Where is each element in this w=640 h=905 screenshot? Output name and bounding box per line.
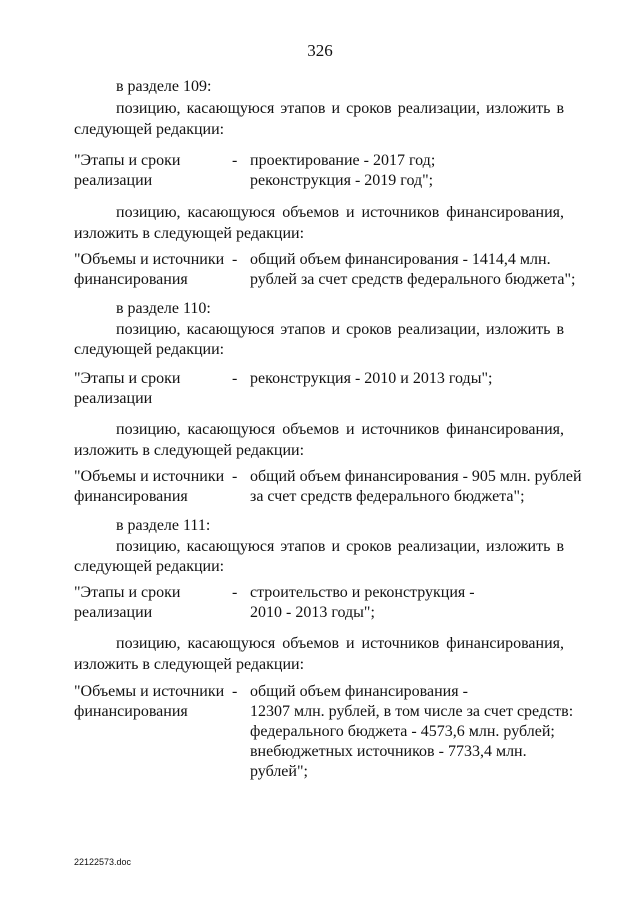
value-line: 12307 млн. рублей, в том числе за счет средств:	[250, 703, 574, 720]
section-111-funding-intro-line2: изложить в следующей редакции:	[74, 656, 305, 673]
dash: -	[232, 584, 238, 601]
section-111-stages-intro-line2: следующей редакции:	[74, 558, 225, 575]
value-line: общий объем финансирования - 905 млн. рублей	[250, 468, 582, 485]
label-line: "Объемы и источники	[74, 468, 225, 485]
value-line: общий объем финансирования -	[250, 683, 468, 700]
section-109-funding-label	[74, 250, 234, 290]
value-line: строительство и реконструкция -	[250, 584, 475, 601]
value-line: реконструкция - 2010 и 2013 годы";	[250, 370, 493, 387]
dash: -	[232, 370, 238, 387]
dash: -	[232, 152, 238, 169]
label-line: реализации	[74, 604, 153, 621]
section-111-heading: в разделе 111:	[116, 517, 211, 534]
label-line: "Объемы и источники	[74, 683, 225, 700]
value-line: внебюджетных источников - 7733,4 млн.	[250, 743, 527, 760]
value-line: за счет средств федерального бюджета";	[250, 488, 525, 505]
value-line: 2010 - 2013 годы";	[250, 604, 375, 621]
file-name-footer: 22122573.doc	[74, 857, 132, 867]
section-110-funding-intro-line1: позицию, касающуюся объемов и источников финансирования,	[116, 421, 564, 438]
section-110-stages-value	[250, 369, 492, 389]
label-line: "Этапы и сроки	[74, 584, 181, 601]
value-line: рублей";	[250, 763, 308, 780]
section-110-funding-label	[74, 467, 234, 507]
section-110-stages-intro-line1: позицию, касающуюся этапов и сроков реализации, изложить в	[116, 321, 564, 338]
value-line: проектирование - 2017 год;	[250, 152, 436, 169]
label-line: "Этапы и сроки	[74, 370, 181, 387]
label-line: финансирования	[74, 488, 188, 505]
section-110-stages-label	[74, 369, 234, 409]
section-109-stages-intro-line2: следующей редакции:	[74, 121, 225, 138]
section-110-funding-value	[250, 467, 582, 507]
label-line: реализации	[74, 172, 153, 189]
dash: -	[232, 683, 238, 700]
value-line: федерального бюджета - 4573,6 млн. рублей;	[250, 723, 555, 740]
page-number: 326	[307, 41, 333, 60]
section-111-stages-label	[74, 583, 234, 623]
value-line: рублей за счет средств федерального бюджета";	[250, 271, 576, 288]
section-111-stages-value	[250, 583, 475, 623]
section-109-funding-intro-line2: изложить в следующей редакции:	[74, 225, 305, 242]
section-109-heading: в разделе 109:	[116, 78, 212, 95]
label-line: финансирования	[74, 271, 188, 288]
value-line: реконструкция - 2019 год";	[250, 172, 434, 189]
label-line: финансирования	[74, 703, 188, 720]
section-110-heading: в разделе 110:	[116, 300, 211, 317]
dash: -	[232, 468, 238, 485]
section-109-stages-label	[74, 151, 234, 191]
section-109-stages-intro-line1: позицию, касающуюся этапов и сроков реализации, изложить в	[116, 100, 564, 117]
section-109-stages-value	[250, 151, 435, 191]
value-line: общий объем финансирования - 1414,4 млн.	[250, 251, 551, 268]
section-110-funding-intro-line2: изложить в следующей редакции:	[74, 442, 305, 459]
section-111-funding-label	[74, 682, 234, 722]
section-111-funding-intro-line1: позицию, касающуюся объемов и источников финансирования,	[116, 635, 564, 652]
section-110-stages-intro-line2: следующей редакции:	[74, 341, 225, 358]
section-109-funding-intro-line1: позицию, касающуюся объемов и источников финансирования,	[116, 204, 564, 221]
label-line: "Объемы и источники	[74, 251, 225, 268]
label-line: "Этапы и сроки	[74, 152, 181, 169]
label-line: реализации	[74, 390, 153, 407]
section-111-funding-value	[250, 682, 573, 782]
section-109-funding-value	[250, 250, 575, 290]
dash: -	[232, 251, 238, 268]
section-111-stages-intro-line1: позицию, касающуюся этапов и сроков реализации, изложить в	[116, 538, 564, 555]
